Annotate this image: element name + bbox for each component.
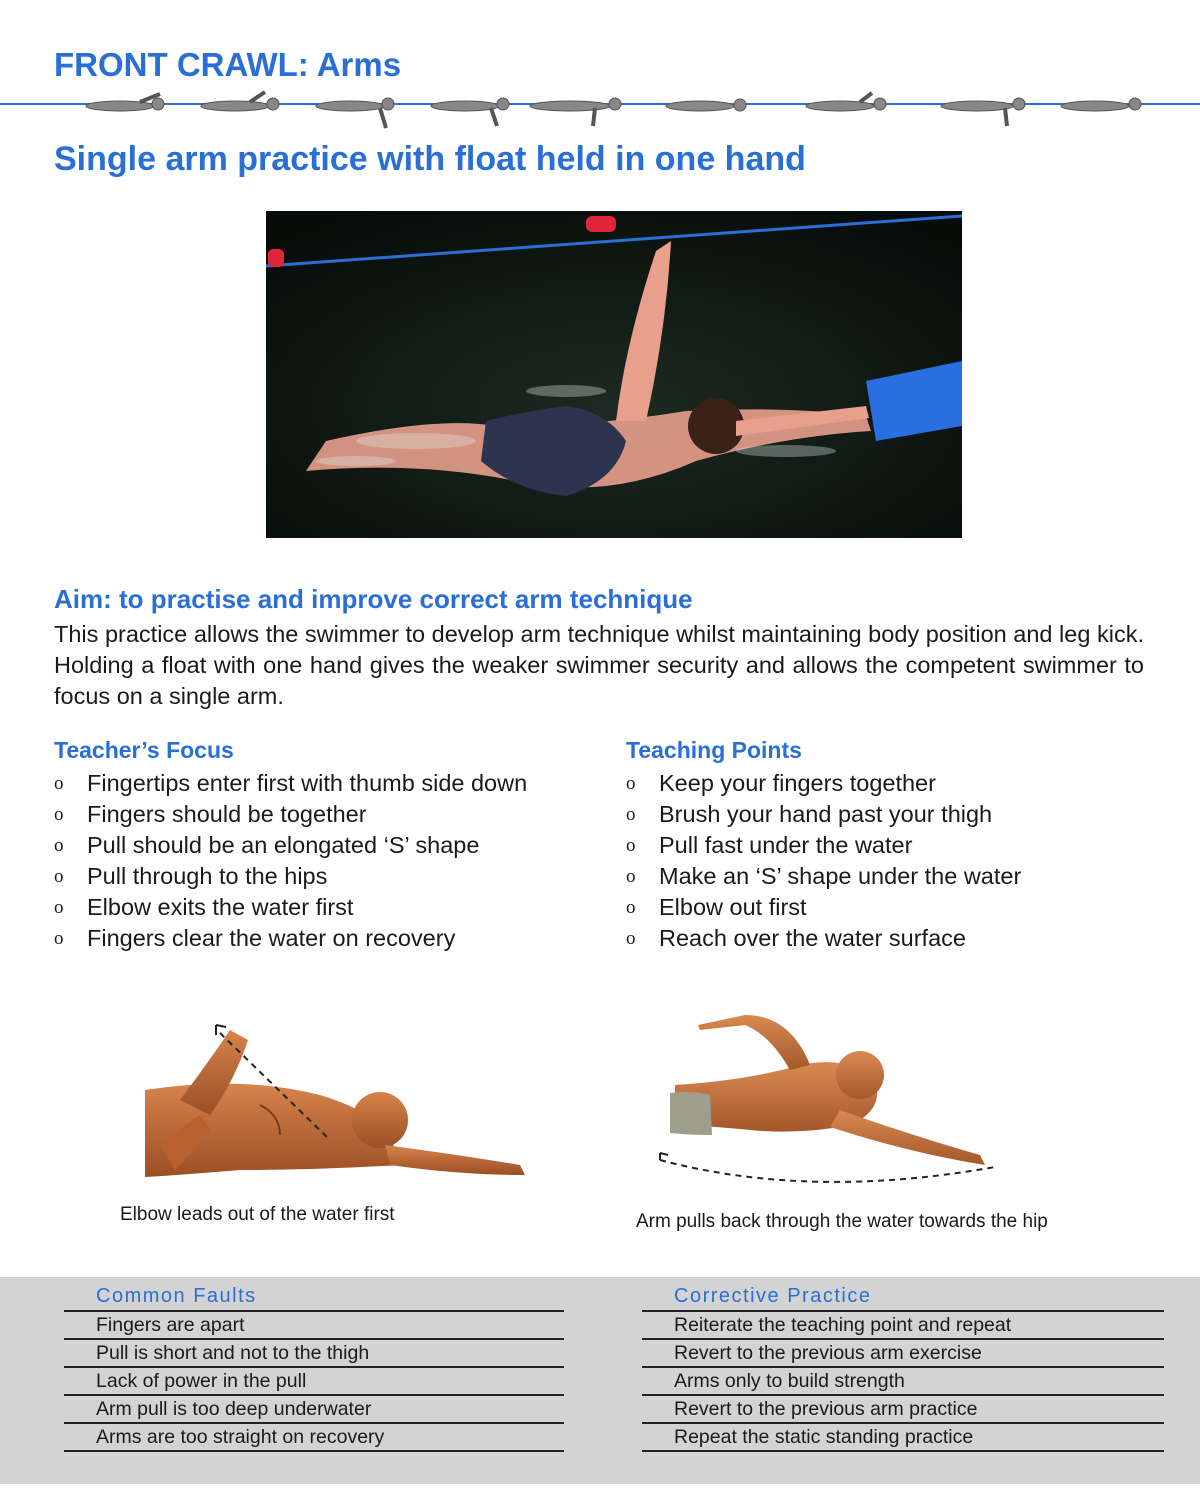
list-item (626, 830, 1021, 861)
table-row: Revert to the previous arm exercise (642, 1340, 1164, 1368)
table-row: Arms only to build strength (642, 1368, 1164, 1396)
elbow-exit-figure (140, 1005, 540, 1195)
arm-pull-figure (650, 995, 1010, 1195)
table-row: Arms are too straight on recovery (64, 1424, 564, 1452)
list-item-text: Fingertips enter first with thumb side down (87, 770, 528, 796)
list-item-text: Fingers should be together (87, 801, 367, 827)
list-item (54, 923, 527, 954)
list-item-text: Pull through to the hips (87, 863, 328, 889)
list-item (626, 892, 1021, 923)
lane-buoy (586, 216, 616, 232)
bullet-marker: o (626, 804, 636, 825)
list-item-text: Elbow out first (659, 894, 807, 920)
table-row: Revert to the previous arm practice (642, 1396, 1164, 1424)
bullet-marker: o (54, 866, 64, 887)
common-faults-heading: Common Faults (64, 1282, 564, 1312)
bullet-marker: o (54, 773, 64, 794)
common-faults-column (64, 1282, 564, 1452)
list-item-text: Pull fast under the water (659, 832, 913, 858)
bullet-marker: o (54, 928, 64, 949)
corrective-practice-column (642, 1282, 1164, 1452)
teaching-points-heading: Teaching Points (626, 737, 802, 763)
table-row: Fingers are apart (64, 1312, 564, 1340)
corrective-practice-heading: Corrective Practice (642, 1282, 1164, 1312)
bullet-marker: o (626, 773, 636, 794)
table-row: Reiterate the teaching point and repeat (642, 1312, 1164, 1340)
swimmer-figures (86, 92, 1141, 128)
list-item-text: Fingers clear the water on recovery (87, 925, 456, 951)
bullet-marker: o (54, 804, 64, 825)
list-item (54, 799, 527, 830)
table-row: Arm pull is too deep underwater (64, 1396, 564, 1424)
aim-heading: Aim: to practise and improve correct arm technique (54, 584, 693, 614)
list-item (54, 768, 527, 799)
list-item-text: Keep your fingers together (659, 770, 936, 796)
bullet-marker: o (626, 928, 636, 949)
list-item-text: Reach over the water surface (659, 925, 966, 951)
teachers-focus-heading: Teacher’s Focus (54, 737, 234, 763)
page-title: FRONT CRAWL: Arms (54, 46, 402, 83)
list-item-text: Brush your hand past your thigh (659, 801, 993, 827)
list-item (626, 768, 1021, 799)
figure-caption-left: Elbow leads out of the water first (120, 1204, 395, 1225)
swimmer-head (688, 398, 744, 454)
list-item (54, 892, 527, 923)
figure-caption-right: Arm pulls back through the water towards the hip (636, 1211, 1048, 1232)
list-item-text: Make an ‘S’ shape under the water (659, 863, 1022, 889)
swimmer-photo-illustration (266, 211, 962, 538)
page-subtitle: Single arm practice with float held in one hand (54, 140, 806, 178)
list-item (626, 861, 1021, 892)
table-row: Lack of power in the pull (64, 1368, 564, 1396)
lane-buoy (268, 249, 284, 267)
teachers-focus-list (54, 768, 527, 954)
list-item (626, 799, 1021, 830)
aim-description: This practice allows the swimmer to develop arm technique whilst maintaining body position and leg kick. Holding a float with one hand gives the weaker swimmer security and allows the competent swimmer to focus on a single arm. (54, 621, 1144, 709)
bullet-marker: o (626, 897, 636, 918)
table-row: Repeat the static standing practice (642, 1424, 1164, 1452)
list-item-text: Pull should be an elongated ‘S’ shape (87, 832, 480, 858)
list-item (626, 923, 1021, 954)
list-item (54, 830, 527, 861)
list-item-text: Elbow exits the water first (87, 894, 354, 920)
bullet-marker: o (626, 835, 636, 856)
bullet-marker: o (54, 835, 64, 856)
bullet-marker: o (54, 897, 64, 918)
swimmer-photo (266, 211, 962, 538)
bullet-marker: o (626, 866, 636, 887)
table-row: Pull is short and not to the thigh (64, 1340, 564, 1368)
swimmer-sequence-banner (0, 86, 1200, 138)
list-item (54, 861, 527, 892)
teaching-points-list (626, 768, 1021, 954)
